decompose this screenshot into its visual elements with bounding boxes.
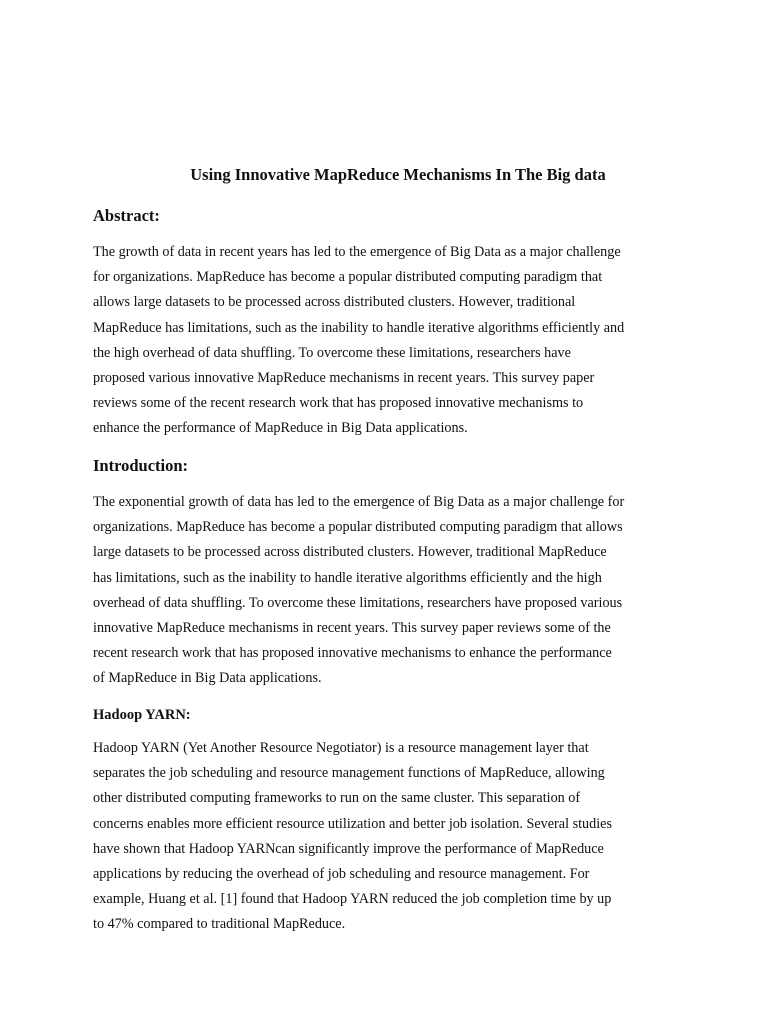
paragraph-line: MapReduce has limitations, such as the inability to handle iterative algorithms efficiently and (93, 319, 625, 336)
introduction-paragraph (93, 490, 693, 692)
paragraph-line: large datasets to be processed across distributed clusters. However, traditional MapReduce (93, 544, 607, 561)
paragraph-line: allows large datasets to be processed across distributed clusters. However, traditional (93, 294, 576, 311)
paragraph-line: The growth of data in recent years has led to the emergence of Big Data as a major challenge (93, 244, 621, 260)
paragraph-line: organizations. MapReduce has become a popular distributed computing paradigm that allows (93, 519, 623, 536)
paragraph-line: proposed various innovative MapReduce mechanisms in recent years. This survey paper (93, 370, 595, 387)
paragraph-line: innovative MapReduce mechanisms in recent years. This survey paper reviews some of the (93, 620, 611, 637)
paragraph-line: recent research work that has proposed innovative mechanisms to enhance the performance (93, 645, 612, 662)
hadoop-yarn-paragraph (93, 736, 693, 938)
paragraph-line: reviews some of the recent research work that has proposed innovative mechanisms to (93, 395, 584, 412)
paragraph-line: concerns enables more efficient resource utilization and better job isolation. Several studies (93, 815, 612, 832)
paragraph-line: of MapReduce in Big Data applications. (93, 670, 322, 687)
abstract-heading: Abstract: (93, 206, 160, 225)
paragraph-line: other distributed computing frameworks to run on the same cluster. This separation of (93, 790, 581, 807)
paragraph-line: has limitations, such as the inability to handle iterative algorithms efficiently and the high (93, 569, 602, 586)
document-title: Using Innovative MapReduce Mechanisms In The Big data (190, 165, 606, 184)
paragraph-line: overhead of data shuffling. To overcome these limitations, researchers have proposed various (93, 594, 623, 611)
paragraph-line: for organizations. MapReduce has become a popular distributed computing paradigm that (93, 269, 603, 286)
paragraph-line: to 47% compared to traditional MapReduce. (93, 916, 346, 933)
paragraph-line: applications by reducing the overhead of job scheduling and resource management. For (93, 866, 590, 883)
paragraph-line: enhance the performance of MapReduce in Big Data applications. (93, 420, 468, 437)
paragraph-line: separates the job scheduling and resource management functions of MapReduce, allowing (93, 765, 605, 782)
paragraph-line: example, Huang et al. [1] found that Hadoop YARN reduced the job completion time by up (93, 891, 612, 908)
paragraph-line: the high overhead of data shuffling. To overcome these limitations, researchers have (93, 344, 571, 361)
introduction-heading: Introduction: (93, 456, 189, 475)
hadoop-yarn-heading: Hadoop YARN: (93, 707, 191, 723)
abstract-paragraph (93, 240, 693, 442)
paragraph-line: have shown that Hadoop YARNcan significantly improve the performance of MapReduce (93, 840, 604, 857)
paragraph-line: The exponential growth of data has led to the emergence of Big Data as a major challenge for (93, 494, 625, 510)
paragraph-line: Hadoop YARN (Yet Another Resource Negotiator) is a resource management layer that (93, 740, 589, 756)
